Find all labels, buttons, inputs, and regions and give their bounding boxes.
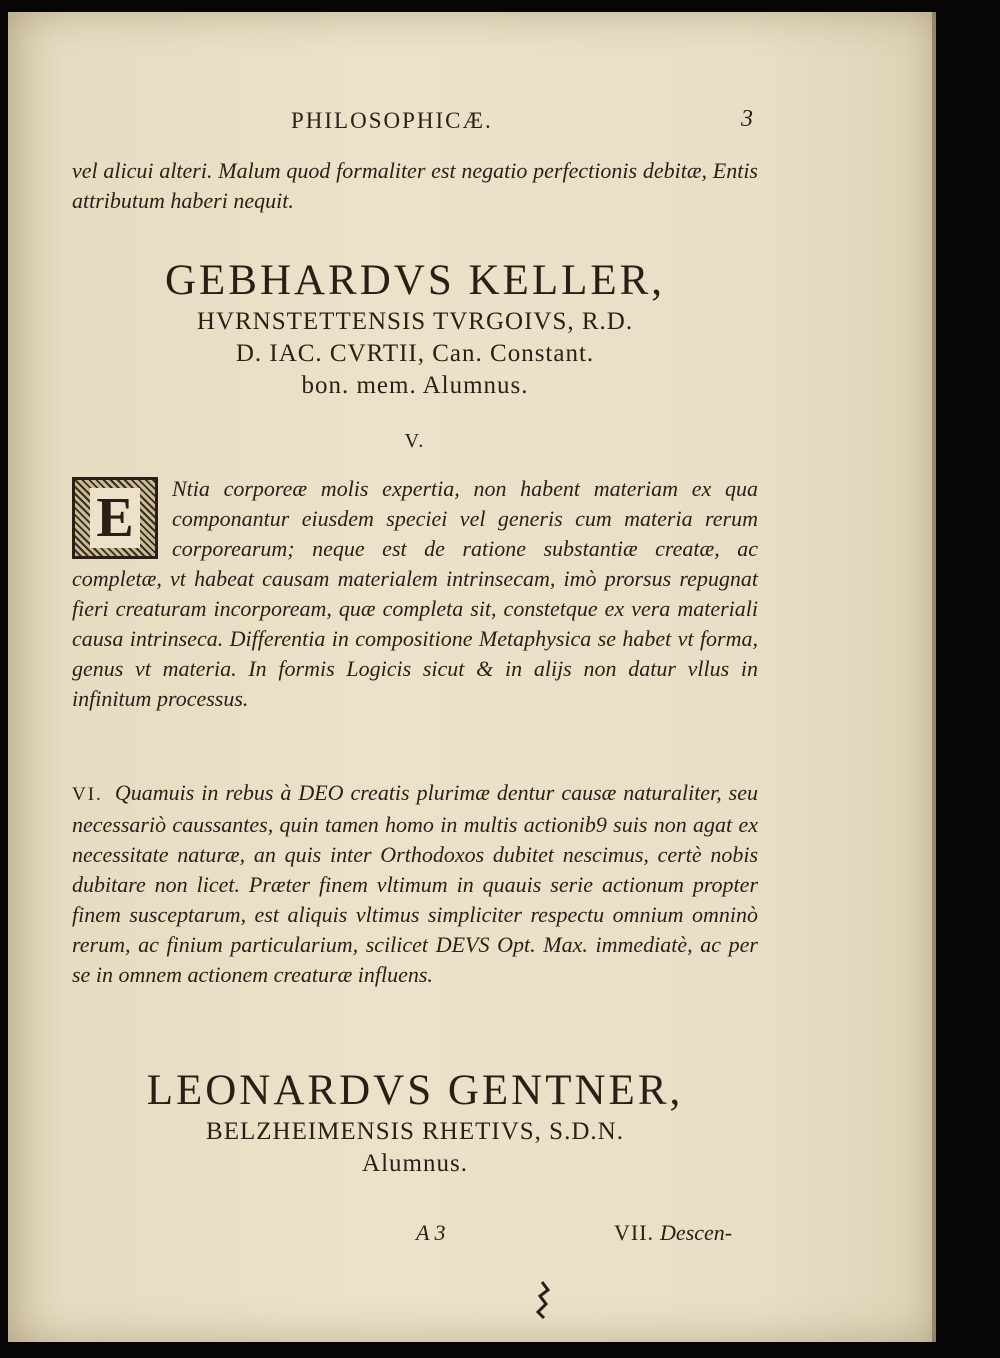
initial-letter: E xyxy=(90,488,139,548)
thesis-v xyxy=(72,474,758,714)
author-name: LEONARDVS GENTNER, xyxy=(146,1067,684,1114)
catchword-text: Descen- xyxy=(660,1220,733,1245)
thesis-v-text: Ntia corporeæ molis expertia, non habent materiam ex qua componantur eiusdem speciei vel generis cum materia rerum corporearum; neque est de ratione substantiæ creatæ, ac completæ, vt habeat causam materialem intrinsecam, imò prorsus repugnat fieri creaturam incorpoream, quæ completa sit, constetque ex vera materiali causa intrinseca. Differentia in compositione Metaphysica se habet vt forma, genus vt materia. In formis Logicis sicut & in alijs non datur vllus in infinitum processus. xyxy=(72,476,758,711)
author-status: Alumnus. xyxy=(362,1150,468,1177)
author-origin: BELZHEIMENSIS RHETIVS, S.D.N. xyxy=(206,1118,624,1145)
catchword-numeral: VII. xyxy=(614,1220,655,1245)
signature-mark: A 3 xyxy=(416,1220,446,1245)
decorated-initial xyxy=(72,477,158,559)
thesis-numeral-v: V. xyxy=(404,430,426,452)
paper-tear-mark xyxy=(528,1280,558,1320)
page-header xyxy=(8,104,936,144)
page-footer xyxy=(8,1220,936,1254)
continuation-paragraph: vel alicui alteri. Malum quod formaliter est negatio perfectionis debitæ, Entis attributum haberi nequit. xyxy=(72,158,758,213)
author-block-gentner xyxy=(72,1066,758,1180)
thesis-vi xyxy=(72,778,758,990)
author-block-keller xyxy=(72,256,758,402)
catchword xyxy=(614,1220,732,1246)
author-origin: HVRNSTETTENSIS TVRGOIVS, R.D. xyxy=(196,308,634,335)
page-edge-shadow xyxy=(932,12,936,1342)
author-status: bon. mem. Alumnus. xyxy=(301,372,529,399)
continuation-text xyxy=(72,156,758,216)
running-head: PHILOSOPHICÆ. xyxy=(291,108,493,133)
book-page xyxy=(8,12,936,1342)
page-number: 3 xyxy=(741,106,753,132)
author-patron: D. IAC. CVRTII, Can. Constant. xyxy=(235,340,595,367)
author-name: GEBHARDVS KELLER, xyxy=(164,257,666,304)
thesis-vi-text: Quamuis in rebus à DEO creatis plurimæ dentur causæ naturaliter, seu necessariò caussantes, quin tamen homo in multis actionib9 suis non agat ex necessitate naturæ, an quis inter Orthodoxos dubitet nescimus, certè nobis dubitare non licet. Præter finem vltimum in quauis serie actionum propter finem susceptarum, est aliquis vltimus simpliciter respectu omnium omninò rerum, ac finium particularium, scilicet DEVS Opt. Max. immediatè, ac per se in omnem actionem creaturæ influens. xyxy=(72,780,758,987)
thesis-numeral-vi: VI. xyxy=(72,784,103,805)
